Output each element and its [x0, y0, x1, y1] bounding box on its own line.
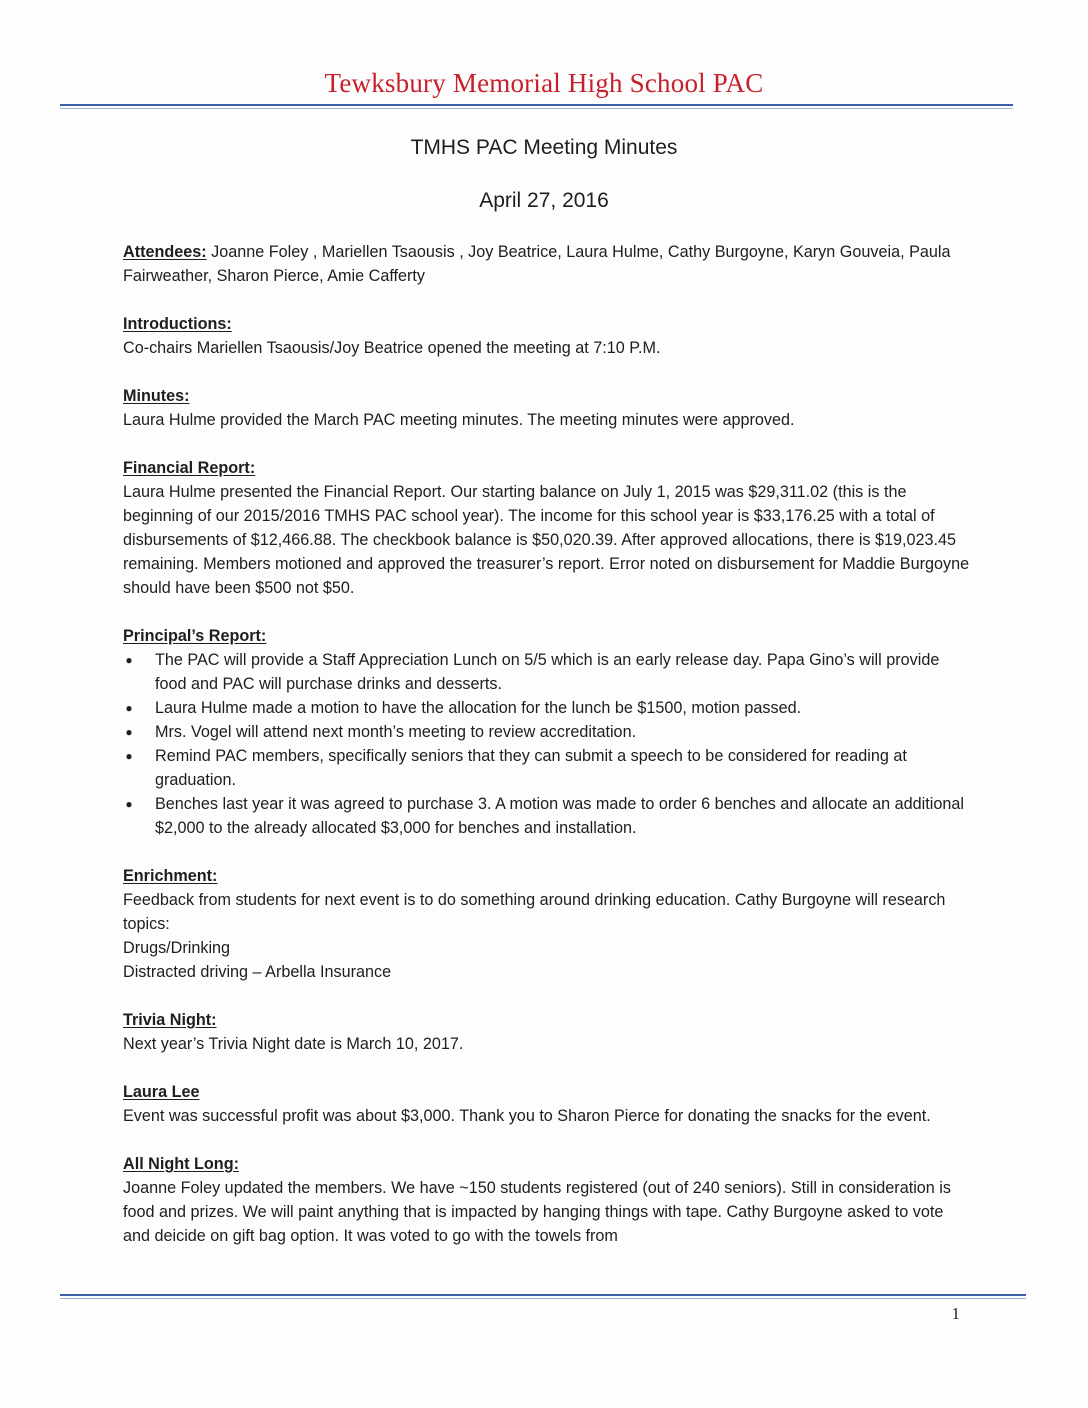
list-item-text: Mrs. Vogel will attend next month’s meeting to review accreditation. [155, 723, 637, 741]
all-night-long-heading: All Night Long: [123, 1155, 239, 1173]
enrichment-topic-2: Distracted driving – Arbella Insurance [123, 963, 392, 981]
meeting-date: April 27, 2016 [479, 189, 609, 212]
minutes-body [123, 240, 973, 1248]
bullet-icon: ● [125, 701, 133, 715]
list-item [123, 720, 973, 744]
enrichment-topic-1: Drugs/Drinking [123, 939, 231, 957]
footer-rule [60, 1294, 1026, 1296]
attendees-section [123, 240, 973, 288]
list-item-text: The PAC will provide a Staff Appreciation Lunch on 5/5 which is an early release day. Papa Gino’s will provide food and PAC will purchase drinks and desserts. [155, 651, 940, 693]
principals-report-list [123, 648, 973, 840]
all-night-long-text: Joanne Foley updated the members. We have ~150 students registered (out of 240 seniors). Still in consideration is food and prizes. We will paint anything that is impacted by hanging things with tape. Cathy Burgoyne asked to vote and deicide on gift bag option. It was voted to go with the towels from [123, 1179, 951, 1245]
bullet-icon: ● [125, 725, 133, 739]
header-rule [60, 104, 1013, 106]
laura-lee-heading: Laura Lee [123, 1083, 200, 1101]
list-item-text: Remind PAC members, specifically seniors that they can submit a speech to be considered for reading at graduation. [155, 747, 907, 789]
list-item-text: Laura Hulme made a motion to have the allocation for the lunch be $1500, motion passed. [155, 699, 802, 717]
list-item [123, 744, 973, 792]
bullet-icon: ● [125, 749, 133, 763]
list-item [123, 792, 973, 840]
page-number: 1 [951, 1304, 960, 1323]
bullet-icon: ● [125, 653, 133, 667]
financial-report-heading: Financial Report: [123, 459, 256, 477]
laura-lee-text: Event was successful profit was about $3,000. Thank you to Sharon Pierce for donating the snacks for the event. [123, 1107, 931, 1125]
introductions-text: Co-chairs Mariellen Tsaousis/Joy Beatrice opened the meeting at 7:10 P.M. [123, 339, 661, 357]
list-item [123, 648, 973, 696]
enrichment-text: Feedback from students for next event is to do something around drinking education. Cathy Burgoyne will research topics: [123, 891, 946, 933]
financial-report-text: Laura Hulme presented the Financial Report. Our starting balance on July 1, 2015 was $29,311.02 (this is the beginning of our 2015/2016 TMHS PAC school year). The income for this school year is $33,176.25 with a total of disbursements of $12,466.88. The checkbook balance is $50,020.39. After approved allocations, there is $19,023.45 remaining. Members motioned and approved the treasurer’s report. Error noted on disbursement for Maddie Burgoyne should have been $500 not $50. [123, 483, 970, 597]
bullet-icon: ● [125, 797, 133, 811]
letterhead-title: Tewksbury Memorial High School PAC [324, 68, 764, 98]
introductions-heading: Introductions: [123, 315, 232, 333]
minutes-text: Laura Hulme provided the March PAC meeting minutes. The meeting minutes were approved. [123, 411, 795, 429]
trivia-night-text: Next year’s Trivia Night date is March 10, 2017. [123, 1035, 464, 1053]
document-title: TMHS PAC Meeting Minutes [410, 136, 678, 159]
trivia-night-heading: Trivia Night: [123, 1011, 217, 1029]
list-item-text: Benches last year it was agreed to purchase 3. A motion was made to order 6 benches and allocate an additional $2,000 to the already allocated $3,000 for benches and installation. [155, 795, 964, 837]
list-item [123, 696, 973, 720]
minutes-heading: Minutes: [123, 387, 190, 405]
attendees-text: Joanne Foley , Mariellen Tsaousis , Joy Beatrice, Laura Hulme, Cathy Burgoyne, Karyn Gouveia, Paula Fairweather, Sharon Pierce, Amie Cafferty [123, 243, 951, 285]
principals-report-heading: Principal’s Report: [123, 627, 267, 645]
attendees-heading: Attendees: [123, 243, 207, 261]
enrichment-heading: Enrichment: [123, 867, 218, 885]
